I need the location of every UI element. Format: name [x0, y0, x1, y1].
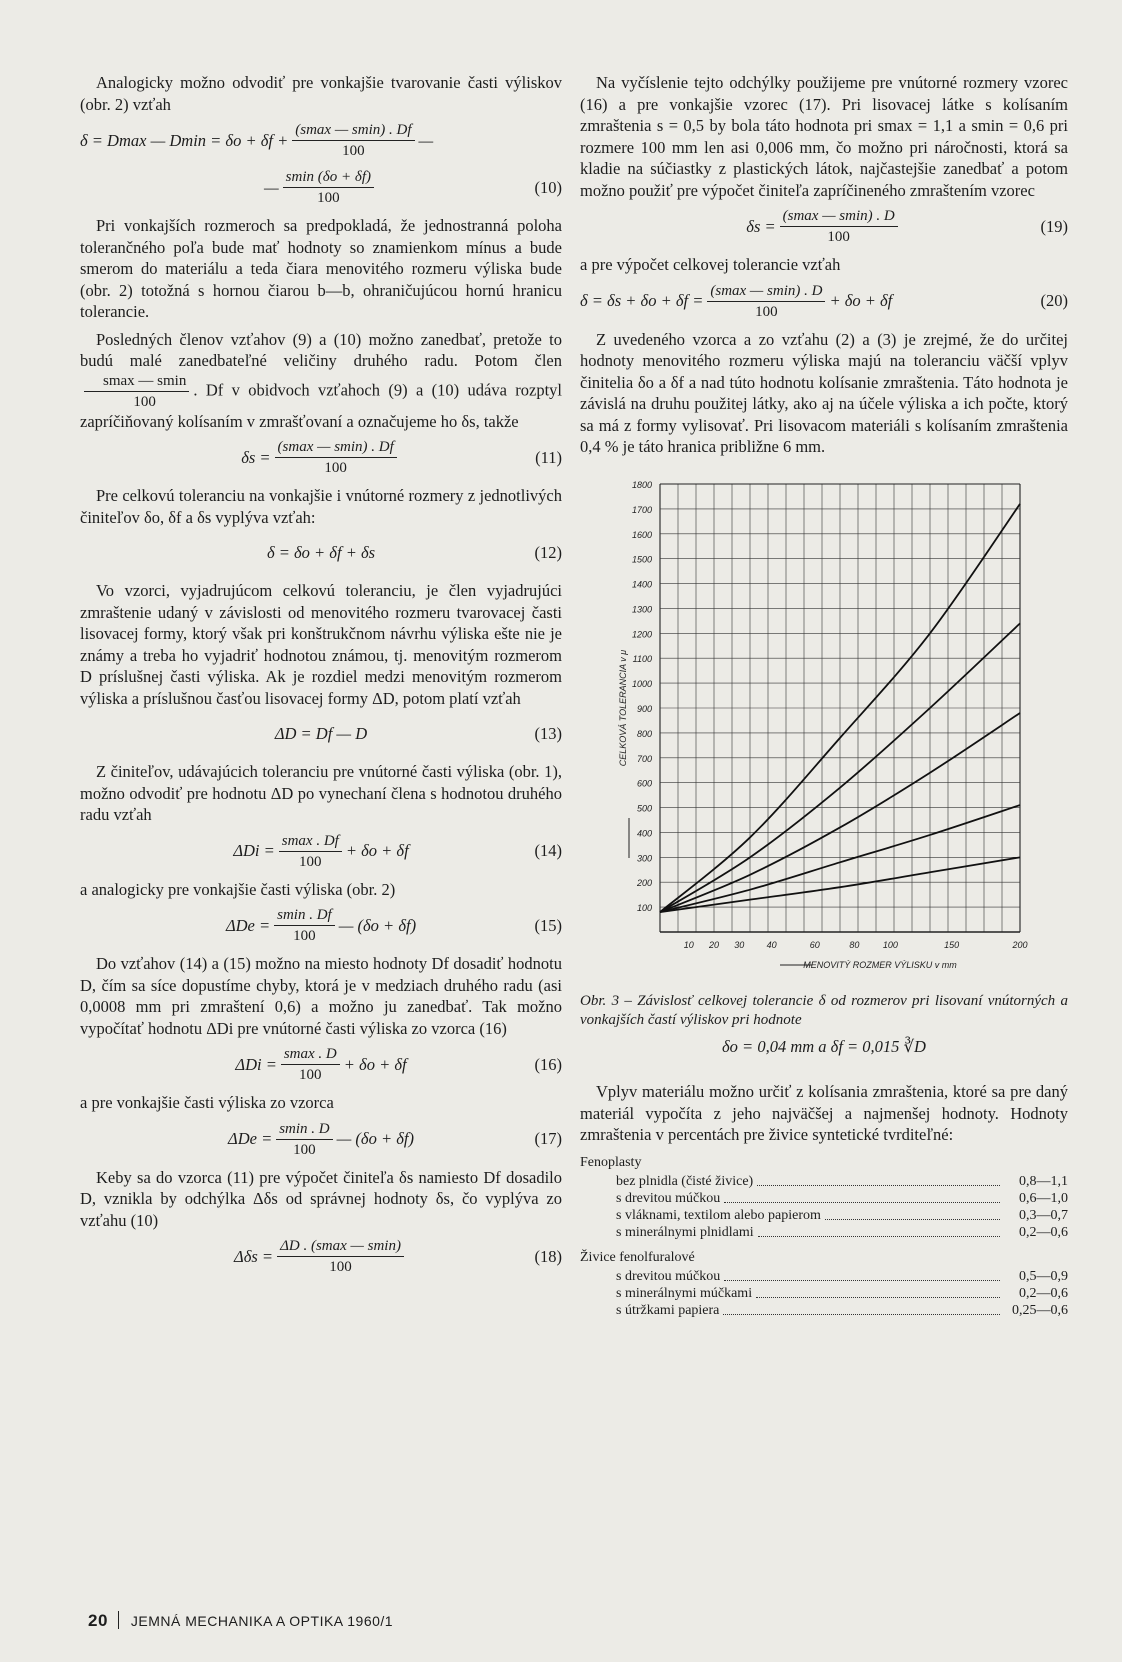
equation-tail: + δo + δf: [345, 841, 409, 861]
leader-dots: [723, 1314, 1000, 1315]
fraction-denominator: 100: [299, 1067, 322, 1083]
material-row: [580, 1173, 1068, 1190]
y-tick-label: 1700: [631, 504, 652, 515]
page-number: 20: [88, 1611, 108, 1630]
paragraph: Analogicky možno odvodiť pre vonkajšie tvarovanie časti výliskov (obr. 2) vzťah: [80, 73, 562, 114]
page-footer: [88, 1610, 393, 1633]
y-tick-label: 800: [636, 728, 652, 739]
equation-20: [580, 282, 1068, 321]
equation-number: (15): [534, 915, 562, 935]
shrinkage-value: 0,25—0,6: [1012, 1302, 1068, 1318]
fraction-denominator: 100: [299, 853, 322, 870]
paragraph: Do vzťahov (14) a (15) možno na miesto hodnoty Df dosadiť hodnotu D, čím sa síce dopustíme chyby, ktorá je v medziach druhého radu (asi 0,0008 mm pri zmraštení 0,6) a možno ju zanedbať. Tak možno vypočítať hodnotu ΔDi pre vnútorné časti výliska zo vzorca (16): [80, 954, 562, 1038]
fraction: [274, 906, 335, 945]
equation-number: (10): [534, 177, 562, 197]
y-tick-label: 1400: [631, 579, 652, 590]
fraction-denominator: 100: [293, 1141, 316, 1158]
equation-lhs: δs =: [241, 447, 271, 467]
shrinkage-value: 0,6—1,0: [1019, 1190, 1068, 1206]
material-name: s drevitou múčkou: [616, 1268, 721, 1284]
fraction: [275, 438, 397, 477]
y-tick-label: 1500: [631, 554, 652, 565]
equation-10-line2: [80, 168, 562, 207]
shrinkage-value: 0,8—1,1: [1019, 1173, 1068, 1189]
shrinkage-value: 0,2—0,6: [1019, 1285, 1068, 1301]
material-row: [580, 1302, 1068, 1319]
fraction-numerator: smin . D: [276, 1120, 332, 1140]
material-name: s vláknami, textilom alebo papierom: [616, 1207, 821, 1223]
y-tick-label: 1600: [631, 529, 652, 540]
equation-number: (18): [534, 1246, 562, 1266]
x-tick-label: 60: [809, 939, 820, 950]
y-tick-label: 400: [636, 827, 652, 838]
equation-19: [580, 207, 1068, 246]
equation-18: [80, 1237, 562, 1276]
paragraph: Keby sa do vzorca (11) pre výpočet činiteľa δs namiesto Df dosadilo D, vznikla by odchýlka Δδs od správnej hodnoty δs, čo vyplýva zo vzťahu (10): [80, 1167, 562, 1230]
fraction-denominator: 100: [293, 928, 316, 944]
equation-17: [80, 1120, 562, 1159]
equation-number: (19): [1040, 216, 1068, 236]
fraction-numerator: smax . Df: [279, 832, 342, 852]
footer-divider: [118, 1611, 119, 1629]
paragraph: Pri vonkajších rozmeroch sa predpokladá, že jednostranná poloha tolerančného poľa bude mať hodnoty so znamienkom mínus a bude smerom do materiálu a teda čiara menovitého rozmeru výliska bude (obr. 2) totožná s hornou čiarou b—b, ohraničujúcou hornú hranicu tolerancie.: [80, 216, 562, 321]
leader-dots: [724, 1202, 1000, 1203]
equation-tail: — (δo + δf): [338, 915, 417, 935]
fraction-numerator: (smax — smin) . D: [707, 282, 825, 302]
equation-11: [80, 438, 562, 477]
equation-tail: —: [418, 130, 434, 150]
fraction: [279, 832, 342, 871]
left-column: [80, 72, 562, 1284]
fraction: [283, 168, 374, 207]
leader-dots: [758, 1236, 1000, 1237]
paragraph: Na vyčíslenie tejto odchýlky použijeme pre vnútorné rozmery vzorec (16) a pre vonkajšie vzorec (17). Pri lisovacej látke s kolísaním zmraštenia s = 0,5 by bola táto hodnota pri smax = 1,1 a smin = 0,6 pri rozmere 100 mm len asi 0,006 mm, čo možno pri náročnosti, ktorá sa kladie na súčiastky z plastických látok, najčastejšie zanedbať a potom možno použiť pre výpočet činiteľa zapríčineného zmraštením vzorec: [580, 73, 1068, 200]
y-tick-label: 300: [636, 852, 652, 863]
equation-number: (16): [534, 1054, 562, 1074]
paragraph: Z uvedeného vzorca a zo vzťahu (2) a (3) je zrejmé, že do určitej hodnoty menovitého rozmeru výliska majú na toleranciu väčší vplyv činitelia δo a δf a nad túto hodnotu kolísanie zmraštenia. Táto hodnota je závislá na druhu použitej látky, ako aj na účele výliska a ich počte, ktorý sa má z formy vylisovať. Pri lisovacom materiáli s kolísaním zmraštenia 0,4 % je táto hranica približne 6 mm.: [580, 329, 1068, 456]
fraction: [276, 1120, 332, 1159]
fraction-numerator: ΔD . (smax — smin): [277, 1237, 404, 1257]
x-tick-label: 100: [882, 939, 898, 950]
fraction-numerator: (smax — smin) . Df: [292, 121, 414, 141]
figure-caption-equation: δo = 0,04 mm a δf = 0,015 ∛D: [722, 1036, 926, 1056]
y-tick-label: 1000: [631, 678, 652, 689]
material-group: [580, 1249, 1068, 1319]
fraction-numerator: smax . D: [281, 1045, 340, 1065]
y-tick-label: 100: [636, 902, 652, 913]
equation-15: [80, 906, 562, 945]
fraction-denominator: 100: [755, 303, 778, 320]
chart-svg: [580, 470, 1068, 990]
equation-lhs: δ = Dmax — Dmin = δo + δf +: [80, 130, 289, 150]
fraction-denominator: 100: [324, 460, 347, 476]
equation-lhs: δ = δs + δo + δf =: [580, 291, 704, 311]
paragraph: a pre vonkajšie časti výliska zo vzorca: [80, 1093, 334, 1112]
fraction: [84, 372, 189, 411]
fraction-numerator: (smax — smin) . D: [780, 207, 898, 227]
equation-number: (13): [534, 724, 562, 744]
shrinkage-table: [580, 1154, 1068, 1319]
equation-10-line1: [80, 121, 562, 160]
paragraph: Vo vzorci, vyjadrujúcom celkovú toleranciu, je člen vyjadrujúci zmraštenie udaný v závislosti od menovitého rozmeru tvarovacej časti lisovacej formy, ktorý však pri konštrukčnom návrhu výliska ešte nie je známy a treba ho vyjadriť hodnotou známou, tj. menovitým rozmerom D príslušnej časti výliska. Ak je rozdiel medzi menovitým rozmerom výliska a príslušnou časťou lisovacej formy ΔD, potom platí vzťah: [80, 581, 562, 708]
equation-body: ΔD = Df — D: [274, 724, 368, 744]
equation-lhs: δs =: [746, 216, 776, 236]
leader-dots: [757, 1185, 1000, 1186]
right-column: [580, 72, 1068, 1319]
material-row: [580, 1285, 1068, 1302]
x-tick-label: 150: [944, 939, 960, 950]
fraction: [281, 1045, 340, 1084]
y-tick-label: 1100: [632, 653, 652, 664]
x-axis-label: MENOVITÝ ROZMER VÝLISKU v mm: [803, 959, 957, 970]
equation-number: (17): [534, 1129, 562, 1149]
equation-tail: + δo + δf: [343, 1054, 407, 1074]
equation-tail: + δo + δf: [829, 291, 893, 311]
y-tick-label: 500: [636, 803, 652, 814]
text-run: Posledných členov vzťahov (9) a (10) možno zanedbať, pretože to budú malé zanedbateľné veličiny druhého radu. Potom člen: [80, 329, 562, 370]
figure-caption: Obr. 3 – Závislosť celkovej tolerancie δ od rozmerov pri lisovaní vnútorných a vonkajších častí výliskov pri hodnote: [580, 992, 1068, 1028]
y-tick-label: 700: [636, 753, 652, 764]
y-axis-label: CELKOVÁ TOLERANCIA v μ: [618, 649, 628, 766]
leader-dots: [724, 1280, 1000, 1281]
fraction-denominator: 100: [342, 143, 365, 159]
material-name: s minerálnymi plnidlami: [616, 1224, 754, 1240]
leader-dots: [756, 1297, 1000, 1298]
x-tick-label: 40: [766, 939, 777, 950]
x-tick-label: 10: [683, 939, 694, 950]
material-name: s minerálnymi múčkami: [616, 1285, 753, 1301]
paragraph: Z činiteľov, udávajúcich toleranciu pre vnútorné časti výliska (obr. 1), možno odvodiť pre hodnotu ΔD po vynechaní člena s hodnotou druhého radu vzťah: [80, 762, 562, 824]
equation-13: [80, 715, 562, 753]
paragraph: a pre výpočet celkovej tolerancie vzťah: [580, 255, 841, 274]
tolerance-chart: [580, 470, 1068, 990]
y-tick-label: 900: [636, 703, 652, 714]
y-tick-label: 1800: [631, 479, 652, 490]
paragraph: Pre celkovú toleranciu na vonkajšie i vnútorné rozmery z jednotlivých činiteľov δo, δf a δs vyplýva vzťah:: [80, 486, 562, 527]
shrinkage-value: 0,5—0,9: [1019, 1268, 1068, 1284]
journal-title: JEMNÁ MECHANIKA A OPTIKA 1960/1: [130, 1613, 394, 1629]
fraction-numerator: smax — smin: [84, 372, 189, 392]
paragraph: Vplyv materiálu možno určiť z kolísania zmraštenia, ktoré sa pre daný materiál vypočíta z jeho najväčšej a najmenšej hodnoty. Hodnoty zmraštenia v percentách pre živice syntetické tvrditeľné:: [580, 1082, 1068, 1144]
y-tick-label: 600: [636, 778, 652, 789]
fraction: [780, 207, 898, 246]
equation-lhs: ΔDi =: [235, 1054, 277, 1074]
fraction: [707, 282, 825, 321]
y-tick-label: 1200: [631, 628, 652, 639]
material-row: [580, 1207, 1068, 1224]
shrinkage-value: 0,2—0,6: [1019, 1224, 1068, 1240]
y-tick-label: 200: [636, 877, 652, 888]
material-name: s drevitou múčkou: [616, 1190, 721, 1206]
material-row: [580, 1190, 1068, 1207]
fraction: [277, 1237, 404, 1276]
equation-12: [80, 534, 562, 572]
leader-dots: [825, 1219, 1000, 1220]
fraction-denominator: 100: [329, 1259, 352, 1275]
equation-number: (12): [534, 543, 562, 563]
fraction-numerator: (smax — smin) . Df: [275, 438, 397, 458]
x-tick-label: 20: [708, 939, 720, 950]
y-tick-label: 1300: [631, 603, 652, 614]
fraction-denominator: 100: [317, 190, 340, 206]
x-tick-label: 200: [1012, 939, 1028, 950]
equation-number: (20): [1040, 291, 1068, 311]
material-group: [580, 1154, 1068, 1241]
equation-number: (14): [534, 841, 562, 861]
material-row: [580, 1268, 1068, 1285]
material-name: bez plnidla (čisté živice): [616, 1173, 754, 1189]
equation-number: (11): [535, 447, 562, 467]
equation-lhs: ΔDi =: [233, 841, 275, 861]
text-run: . Df v obidvoch vzťahoch (9) a (10) udáva rozptyl zapríčiňovaný kolísaním v zmrašťovaní a označujeme ho δs, takže: [80, 379, 562, 431]
shrinkage-value: 0,3—0,7: [1019, 1207, 1068, 1223]
fraction-numerator: smin . Df: [274, 906, 335, 926]
fraction-denominator: 100: [827, 229, 850, 245]
fraction-denominator: 100: [133, 393, 156, 410]
equation-tail: — (δo + δf): [336, 1129, 414, 1149]
material-group-title: Živice fenolfuralové: [580, 1249, 695, 1265]
equation-14: [80, 832, 562, 871]
x-tick-label: 80: [849, 939, 860, 950]
paragraph: a analogicky pre vonkajšie časti výliska (obr. 2): [80, 879, 396, 899]
equation-lead: —: [264, 177, 279, 197]
equation-body: δ = δo + δf + δs: [266, 543, 376, 563]
material-name: s útržkami papiera: [616, 1302, 720, 1318]
paragraph: [80, 329, 562, 433]
fraction: [292, 121, 414, 160]
x-tick-label: 30: [734, 939, 745, 950]
material-row: [580, 1224, 1068, 1241]
fraction-numerator: smin (δo + δf): [283, 168, 374, 188]
equation-lhs: Δδs =: [234, 1246, 274, 1266]
equation-lhs: ΔDe =: [228, 1129, 273, 1149]
material-group-title: Fenoplasty: [580, 1154, 642, 1170]
equation-lhs: ΔDe =: [225, 915, 271, 935]
equation-16: [80, 1045, 562, 1084]
